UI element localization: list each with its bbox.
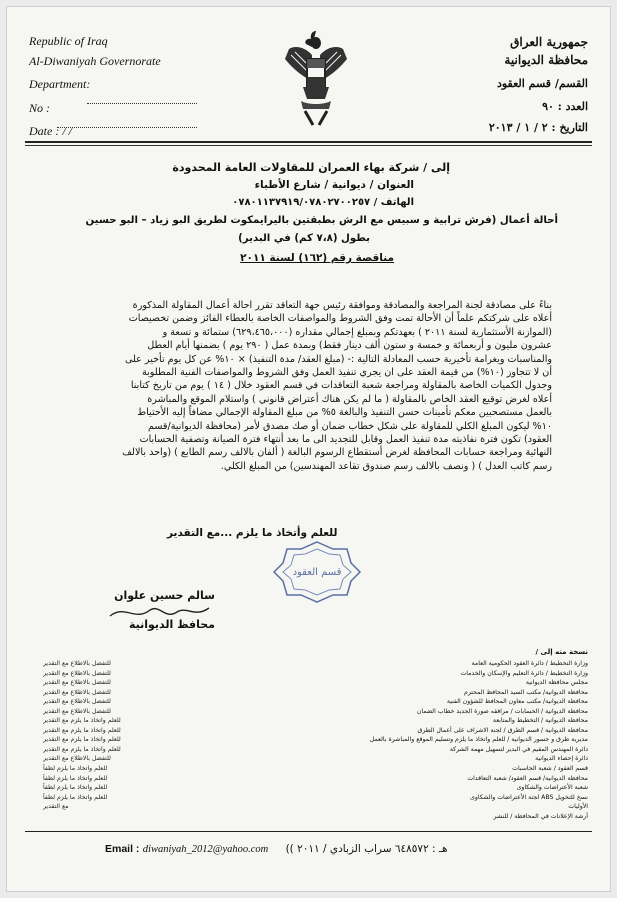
copy-recipient: نسخ للتخويل ABS لجنة الأعتراضات والشكاوى: [470, 793, 588, 801]
body-line: العقود) تكون فترة نفاذيته مدة تنفيذ العمل وقابل للتجديد الى ما بعد أنتهاء فترة الصيانة وتصفية الحسابات: [139, 434, 552, 446]
list-item: [43, 764, 588, 774]
copies-title: نسخة منه إلى /: [535, 648, 588, 656]
copy-recipient: شعبة الأعتراضات والشكاوى: [516, 784, 588, 792]
body-line: بناءً على مصادقة لجنة المراجعة والمصادقة وموافقة رئيس جهة التعاقد تقرر احالة أعمال المقاولة المذكورة: [132, 300, 552, 311]
copy-recipient: دائرة المهندس المقيم في البدير لتسهيل مهمة الشركة: [449, 745, 588, 753]
body-line: النهائية ومراجعة حسابات المحافظة لغرض أستقطاع الرسوم البالغة ( ألفان بالالف رسم الطابع ) (واحد بالالف: [122, 447, 552, 459]
body-line: بالعمل مستصحبين معكم تأمينات حسن التنفيذ والبالغة ٥% من مبلغ المقاولة الإجمالي مضافاً إليه الأحتياط: [137, 407, 552, 419]
body-line: وجدول الكميات الخاصة بالمقاولة ومراجعة شعبة التعاقدات في قسم العقود خلال ( ١٤ ) يوم من تاريخ كتابنا: [130, 380, 552, 392]
header-rule-top: [25, 141, 592, 143]
list-item: [43, 793, 588, 803]
governorate-en: Al-Diwaniyah Governorate: [29, 54, 161, 68]
country-ar: جمهورية العراق: [510, 35, 588, 49]
copy-note: للعلم واتخاذ ما يلزم لطفاً: [43, 765, 108, 773]
copy-note: للتفضل بالاطلاع مع التقدير: [43, 698, 111, 706]
date-ar: التاريخ : ٢ / ١ / ٢٠١٣: [488, 121, 588, 134]
list-item: [43, 783, 588, 793]
footer: [105, 843, 448, 855]
signature-block: [105, 589, 215, 631]
copy-note: للعلم واتخاذ ما يلزم مع التقدير: [43, 745, 121, 753]
copy-recipient: محافظة الديوانية/ مكتب معاون المحافظ للشؤون الفنية: [446, 698, 588, 706]
letter-page: [6, 6, 611, 892]
copy-recipient: محافظة الديوانية/ مكتب السيد المحافظ المحترم: [464, 688, 588, 696]
copy-note: للتفضل بالاطلاع مع التقدير: [43, 669, 111, 677]
copy-note: للعلم واتخاذ ما يلزم لطفاً: [43, 793, 108, 801]
copy-recipient: محافظة الديوانية / قسم الطرق / لجنة الاشراف على أعمال الطرق: [417, 726, 588, 734]
copy-recipient: مديرية طرق و جسور الديوانية / للعلم واتخاذ ما يلزم وتسليم الموقع والمباشرة بالعمل: [369, 736, 588, 744]
recipient: إلى / شركة بهاء العمران للمقاولات العامة المحدودة: [172, 161, 450, 174]
official-seal: [271, 539, 363, 605]
list-item: [43, 726, 588, 736]
body-line: عشرون مليون و أربعمائة و خمسة و ستون ألف دينار فقط) وبمدة عمل ( ٢٩٠ يوم ) بضمنها أيام العطل: [147, 340, 552, 352]
copy-recipient: محافظة الديوانية/ قسم العقود/ شعبة التعاقدات: [467, 774, 588, 782]
number-ar: العدد : ٩٠: [542, 100, 588, 113]
header-rule-bottom: [25, 145, 592, 146]
copy-note: للعلم واتخاذ ما يلزم لطفاً: [43, 774, 108, 782]
subject-line-2: بطول (٧،٨ كم) في البدير): [238, 233, 370, 244]
copy-note: للعلم واتخاذ ما يلزم لطفاً: [43, 784, 108, 792]
copy-note: للتفضل بالاطلاع مع التقدير: [43, 660, 111, 667]
body-line: ١٠% ليكون المبلغ الكلي للمقاولة على شكل خطاب ضمان أو صك مصدق لأمر (محافظة الديوانية/قسم: [147, 420, 552, 432]
footer-rule: [25, 831, 592, 832]
seal-text: قسم العقود: [292, 567, 342, 578]
list-item: [43, 659, 588, 669]
number-label-en: No :: [29, 101, 50, 115]
copy-note: للعلم واتخاذ ما يلزم مع التقدير: [43, 736, 121, 744]
list-item: [43, 697, 588, 707]
list-item: [43, 745, 588, 755]
iraq-eagle-emblem: [279, 25, 353, 135]
body-line: أعلاه على شركتكم علماً أن الأحالة تمت وفق الشروط والمواصفات الخاصة بالعطاء الفائز وضمن تخصيصات: [128, 313, 552, 325]
copy-note: مع التقدير: [43, 803, 69, 811]
list-item: [43, 735, 588, 745]
copy-recipient: قسم العقود / شعبة الحاسبات: [512, 765, 588, 773]
country-en: Republic of Iraq: [29, 34, 108, 48]
list-item: [43, 707, 588, 717]
list-item: [43, 812, 588, 822]
letter-body: [65, 299, 552, 473]
list-item: [43, 669, 588, 679]
footer-arabic: هـ : ٦٤٨٥٧٢ سراب الزبادي / ٢٠١١ )): [285, 843, 448, 855]
list-item: [43, 678, 588, 688]
body-line: أن لا تتجاوز (١٠%) من قيمة العقد على ان يجري تنفيذ العمل وفق الشروط والمواصفات الفنية المطلوبة: [141, 367, 552, 379]
body-line: رسم كاتب العدل ) ( ونصف بالالف رسم صندوق تقاعد المهندسين) من المبلغ الكلي.: [220, 460, 552, 472]
department-label-en: Department:: [29, 77, 91, 91]
email-address: diwaniyah_2012@yahoo.com: [142, 844, 269, 855]
list-item: [43, 802, 588, 812]
copy-note: للتفضل بالاطلاع مع التقدير: [43, 679, 111, 687]
list-item: [43, 754, 588, 764]
copy-recipient: وزارة التخطيط / دائرة العقود الحكومية العامة: [471, 660, 588, 667]
department-line: [87, 103, 197, 104]
copy-note: للتفضل بالاطلاع مع التقدير: [43, 688, 111, 696]
recipient-address: العنوان / ديوانية / شارع الأطباء: [254, 179, 414, 191]
copy-recipient: مجلس محافظة الديوانية: [525, 679, 588, 687]
copy-note: للعلم واتخاذ ما يلزم مع التقدير: [43, 717, 121, 725]
copy-note: للتفضل بالاطلاع مع التقدير: [43, 707, 111, 715]
signatory-name: سالم حسين علوان: [114, 589, 215, 602]
copy-note: للتفضل بالاطلاع مع التقدير: [43, 755, 111, 763]
date-label-en: Date : / /: [29, 124, 72, 138]
copy-note: للعلم واتخاذ ما يلزم مع التقدير: [43, 726, 121, 734]
number-line: [57, 127, 197, 128]
body-line: (الموازنة الأستثمارية لسنة ٢٠١١ ) بعهدتكم وبمبلغ إجمالي مقداره (٦٢٩،٤٦٥،٠٠٠) ستمائة و تسعة و: [162, 326, 552, 338]
copy-recipient: دائرة إحصاء الديوانية: [535, 755, 588, 763]
tender-number: مناقصة رقم (١٦٢) لسنة ٢٠١١: [240, 252, 394, 264]
copy-recipient: محافظة الديوانية / الحسابات / مرافقه صورة الجديد خطاب الضمان: [416, 707, 588, 715]
list-item: [43, 688, 588, 698]
body-line: أعلاه لغرض توقيع العقد الخاص بالمقاولة ( ما لم يكن هناك أعتراض قانوني ) واستلام الموقع والمباشرة: [147, 393, 552, 405]
governorate-ar: محافظة الديوانية: [504, 53, 588, 67]
closing-line: للعلم وأتخاذ ما يلزم ...مع التقدير: [167, 527, 338, 539]
copy-recipient: وزارة التخطيط / دائرة التعليم والإسكان والخدمات: [460, 669, 588, 677]
body-line: والمناسبات ويغرامة تأخيرية حسب المعادلة التالية :- (مبلغ العقد/ مدة التنفيذ) × ١٠% عن كل يوم تأخير على: [124, 353, 552, 365]
signatory-title: محافظ الديوانية: [128, 618, 215, 631]
copy-recipient: محافظة الديوانية / التخطيط والمتابعة: [492, 717, 588, 725]
list-item: [43, 774, 588, 784]
department-ar: القسم/ قسم العقود: [496, 77, 588, 90]
list-item: [43, 716, 588, 726]
recipient-phone: الهاتف / ٠٧٨٠١١٣٧٩١٩/٠٧٨٠٢٧٠٠٢٥٧: [232, 197, 414, 208]
copy-recipient: الأوليات: [568, 803, 588, 811]
email-label: Email :: [105, 843, 140, 855]
subject-line-1: أحالة أعمال (فرش ترابية و سبيس مع الرش بطبقتين باليرايمكوت لطريق البو زياد – البو حسين: [85, 215, 558, 226]
copies-list: [43, 659, 588, 821]
copy-recipient: أرشة الإعلانات في المحافظة / للنشر: [493, 812, 588, 820]
